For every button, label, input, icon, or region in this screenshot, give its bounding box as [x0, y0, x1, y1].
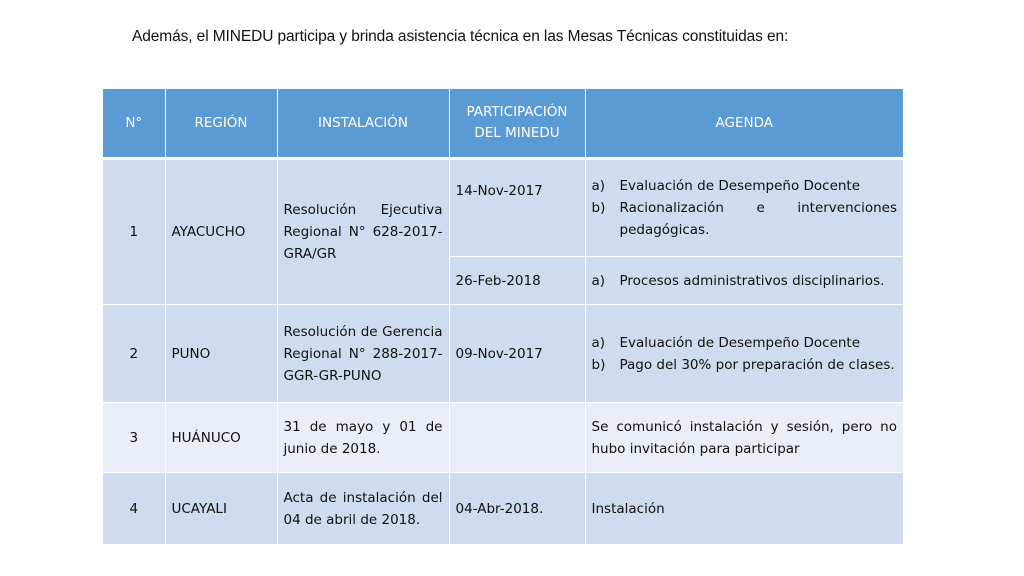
row-agenda [585, 159, 903, 257]
agenda-item: a) Evaluación de Desempeño Docente [591, 334, 861, 351]
row-date: 14-Nov-2017 [449, 159, 585, 257]
row-region: HUÁNUCO [165, 403, 277, 473]
row-date: 09-Nov-2017 [449, 305, 585, 403]
row-instalacion: 31 de mayo y 01 de junio de 2018. [277, 403, 449, 473]
agenda-item: a) Procesos administrativos disciplinarios. [591, 272, 885, 289]
header-agenda: AGENDA [585, 89, 903, 159]
table-header-row [103, 89, 903, 159]
header-instalacion: INSTALACIÓN [277, 89, 449, 159]
mesas-tecnicas-table [103, 89, 903, 545]
row-instalacion: Acta de instalación del 04 de abril de 2018. [277, 473, 449, 545]
row-num: 1 [103, 159, 165, 305]
agenda-item: b) Pago del 30% por preparación de clases. [591, 356, 895, 373]
row-date: 04-Abr-2018. [449, 473, 585, 545]
header-num: N° [103, 89, 165, 159]
row-date: 26-Feb-2018 [449, 257, 585, 305]
row-date [449, 403, 585, 473]
row-agenda: Se comunicó instalación y sesión, pero no hubo invitación para participar [585, 403, 903, 473]
row-region: AYACUCHO [165, 159, 277, 305]
row-agenda [585, 257, 903, 305]
table-row [103, 473, 903, 545]
header-region: REGIÓN [165, 89, 277, 159]
table-row [103, 305, 903, 403]
row-instalacion: Resolución de Gerencia Regional N° 288-2017-GGR-GR-PUNO [277, 305, 449, 403]
agenda-item: b) Racionalización e intervenciones pedagógicas. [591, 200, 897, 238]
header-participacion-line2: DEL MINEDU [474, 125, 560, 141]
table-row [103, 403, 903, 473]
row-agenda: Instalación [585, 473, 903, 545]
agenda-item: a) Evaluación de Desempeño Docente [591, 178, 861, 194]
row-region: PUNO [165, 305, 277, 403]
row-instalacion: Resolución Ejecutiva Regional N° 628-2017-GRA/GR [277, 159, 449, 305]
header-participacion-line1: PARTICIPACIÓN [466, 104, 568, 120]
row-num: 4 [103, 473, 165, 545]
row-region: UCAYALI [165, 473, 277, 545]
row-num: 2 [103, 305, 165, 403]
table-row [103, 159, 903, 257]
row-num: 3 [103, 403, 165, 473]
header-participacion [449, 89, 585, 159]
row-agenda [585, 305, 903, 403]
intro-text: Además, el MINEDU participa y brinda asistencia técnica en las Mesas Técnicas constituidas en: [132, 28, 789, 45]
